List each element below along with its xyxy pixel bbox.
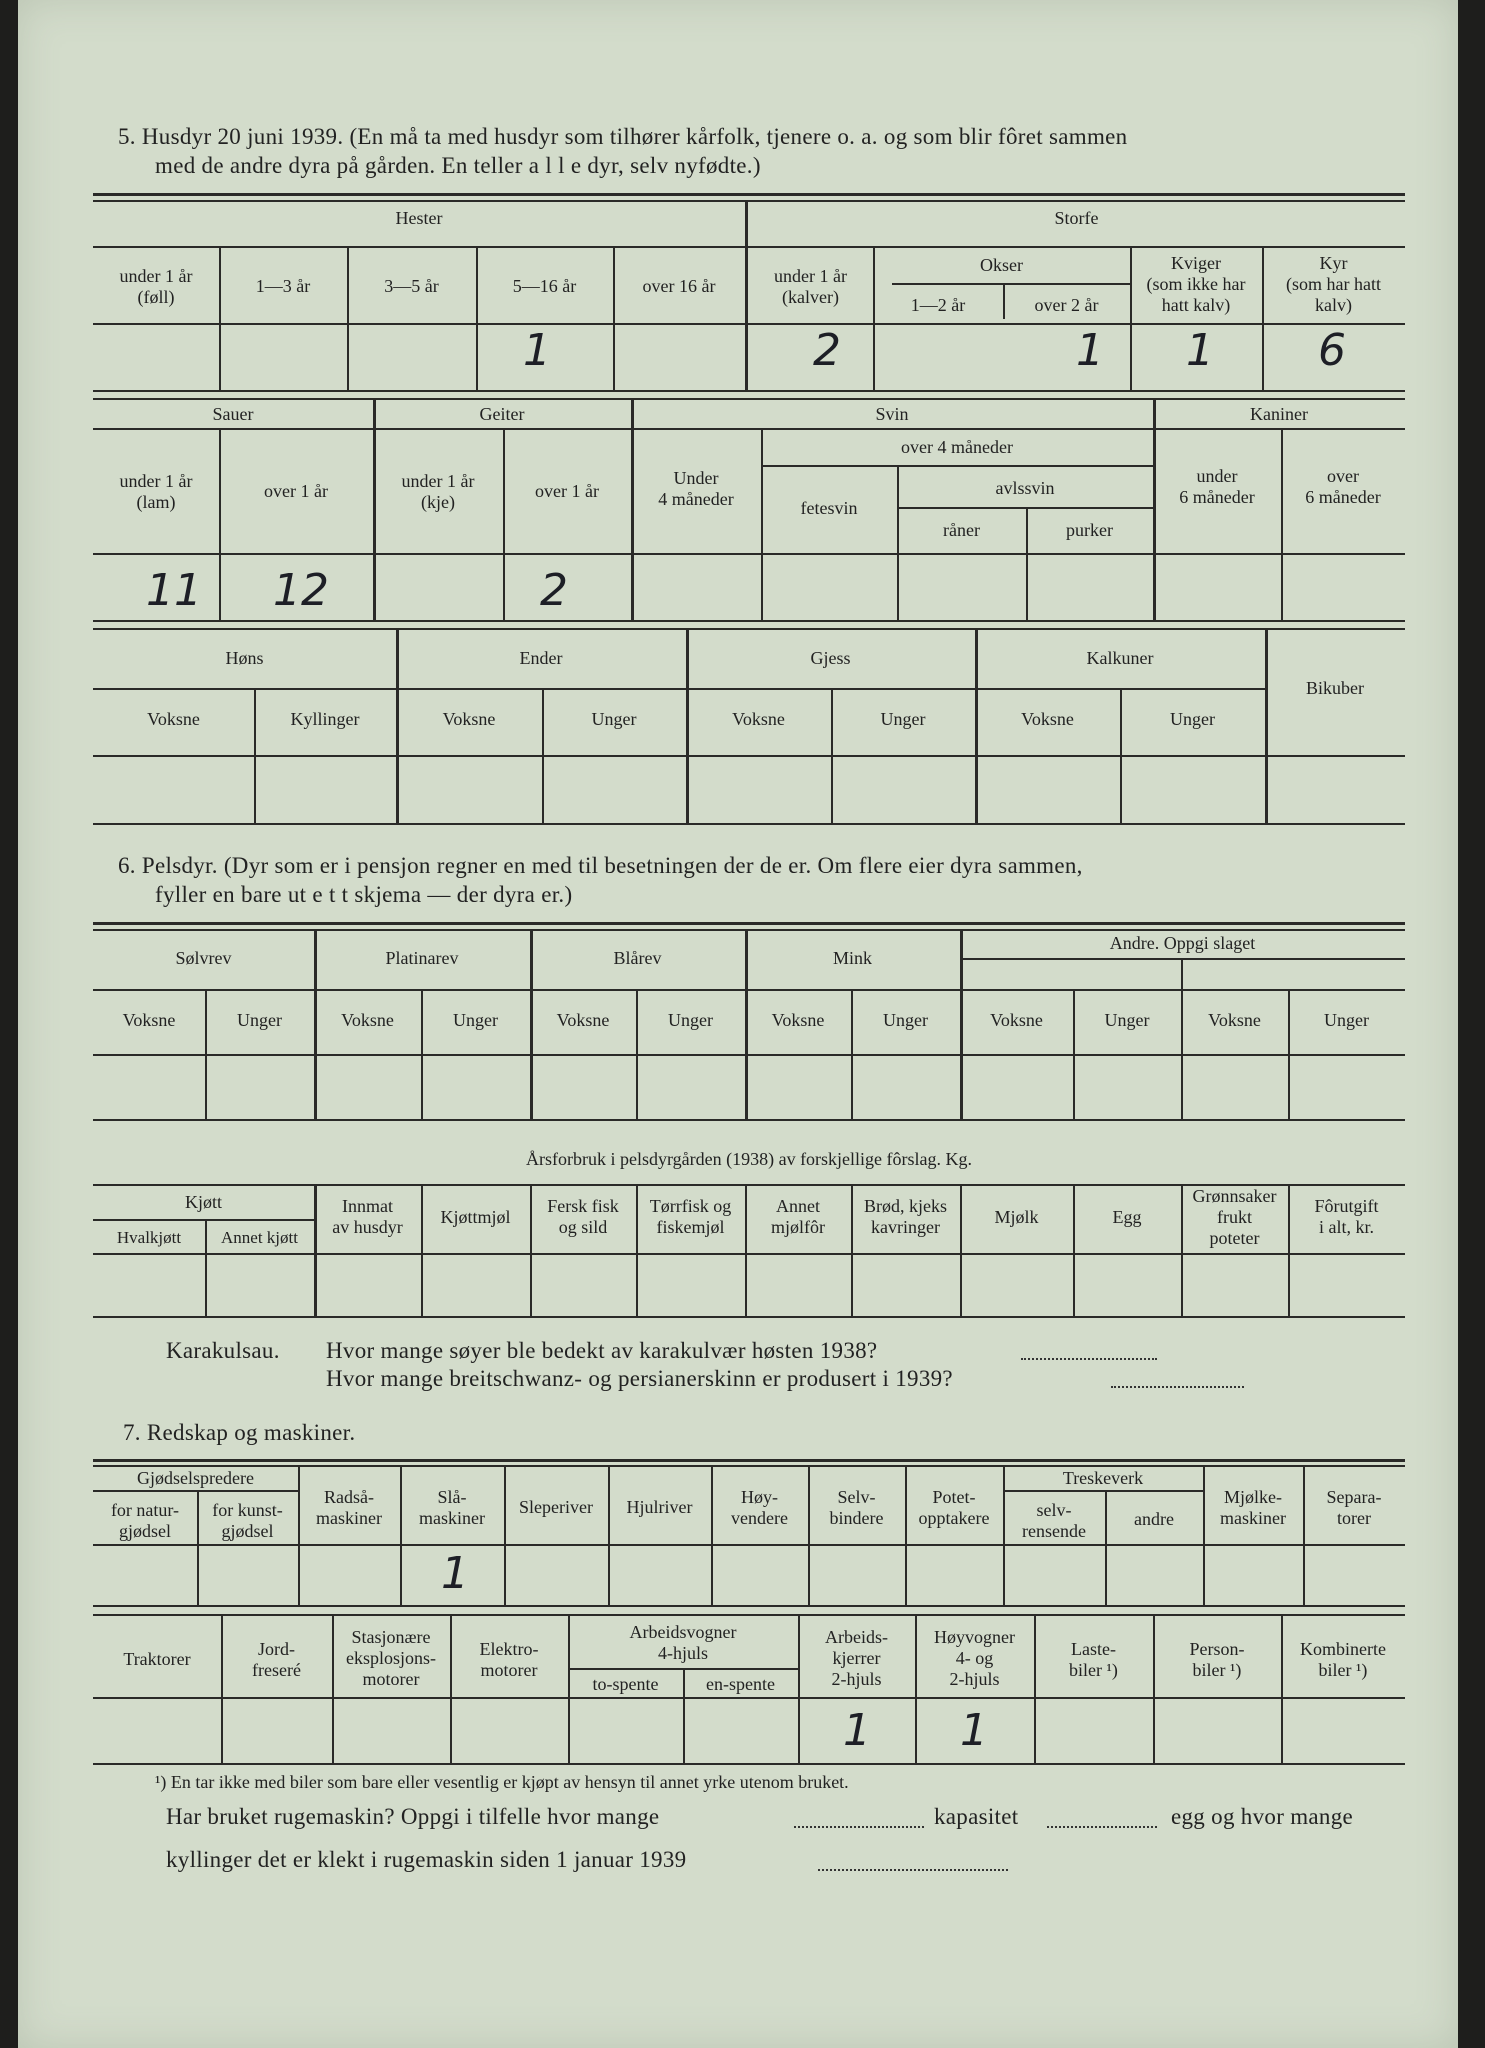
karakul-answer-2[interactable] (1111, 1386, 1244, 1388)
value-sauer-over1: 12 (273, 565, 329, 616)
hester-col-over16: over 16 år (642, 276, 716, 296)
section7-heading: 7. Redskap og maskiner. (123, 1420, 356, 1445)
mink-voksne: Voksne (771, 1010, 825, 1030)
kalkuner-label: Kalkuner (1086, 648, 1154, 668)
blarev-label: Blårev (613, 948, 662, 968)
storfe-col-kalver: under 1 år (kalver) (774, 266, 847, 307)
svin-label: Svin (875, 404, 909, 424)
footnote-biler: ¹) En tar ikke med biler som bare eller vesentlig er kjøpt av hensyn til annet yrke utenom bruket. (155, 1772, 849, 1792)
forslag-annet-mjolfor: Annet mjølfôr (771, 1196, 825, 1237)
col-jordfresere: Jord- freseré (252, 1639, 301, 1680)
okser-label: Okser (980, 255, 1023, 275)
kapasitet-answer[interactable] (1047, 1826, 1157, 1828)
arsforbruk-caption: Årsforbruk i pelsdyrgården (1938) av forskjellige fôrslag. Kg. (525, 1149, 973, 1169)
karakul-answer-1[interactable] (1021, 1358, 1157, 1360)
col-lastebiler: Laste- biler ¹) (1069, 1639, 1118, 1680)
svin-col-under4: Under 4 måneder (658, 468, 734, 509)
geiter-col-kje: under 1 år (kje) (401, 471, 475, 512)
mink-unger: Unger (883, 1010, 928, 1030)
mink-label: Mink (832, 948, 872, 968)
ender-label: Ender (519, 648, 563, 668)
value-geiter-over1: 2 (540, 565, 568, 616)
solvrev-label: Sølvrev (175, 948, 232, 968)
andre2-unger: Unger (1324, 1010, 1369, 1030)
col-hoyvogner: Høyvogner 4- og 2-hjuls (934, 1627, 1015, 1689)
arbeidsvogner-col-tospente: to-spente (592, 1674, 659, 1694)
col-separatorer: Separa- torer (1326, 1487, 1382, 1528)
svin-col-purker: purker (1066, 520, 1113, 540)
kalkuner-col-voksne: Voksne (1021, 709, 1074, 729)
rugemaskin-question: Har bruket rugemaskin? Oppgi i tilfelle hvor mange (166, 1804, 660, 1829)
value-lam: 11 (146, 565, 202, 616)
kaniner-col-under6: under 6 måneder (1179, 466, 1255, 507)
col-elektromotorer: Elektro- motorer (479, 1639, 539, 1680)
hester-col-3-5: 3—5 år (384, 276, 439, 296)
hester-col-5-16: 5—16 år (512, 276, 577, 296)
col-potetopptakere: Potet- opptakere (918, 1487, 990, 1528)
value-kalver: 2 (813, 325, 841, 376)
hester-col-foll: under 1 år (føll) (119, 266, 193, 307)
andre1-voksne: Voksne (990, 1010, 1043, 1030)
okser-col-1-2: 1—2 år (910, 295, 966, 315)
forslag-brod: Brød, kjeks kavringer (864, 1196, 947, 1237)
value-kviger: 1 (1186, 325, 1214, 376)
col-slamaskiner: Slå- maskiner (419, 1487, 485, 1528)
solvrev-voksne: Voksne (122, 1010, 176, 1030)
kyllinger-klekt-question: kyllinger det er klekt i rugemaskin siden 1 januar 1939 (166, 1847, 687, 1872)
gjess-col-unger: Unger (880, 709, 926, 729)
blarev-voksne: Voksne (556, 1010, 610, 1030)
gjess-col-voksne: Voksne (732, 709, 785, 729)
col-hoyvendere: Høy- vendere (731, 1487, 788, 1528)
storfe-col-kviger: Kviger (som ikke har hatt kalv) (1146, 253, 1246, 315)
treskeverk-label: Treskeverk (1062, 1468, 1144, 1488)
ender-col-unger: Unger (591, 709, 637, 729)
value-hoyvogner: 1 (960, 1705, 988, 1756)
value-arbeidskjerrer: 1 (843, 1705, 871, 1756)
andre1-unger: Unger (1104, 1010, 1150, 1030)
forslag-fersk-fisk: Fersk fisk og sild (547, 1196, 619, 1237)
bikuber-label: Bikuber (1306, 678, 1364, 698)
arbeidsvogner-label: Arbeidsvogner 4-hjuls (629, 1622, 737, 1663)
col-sleperiver: Sleperiver (519, 1497, 593, 1517)
hons-col-kyllinger: Kyllinger (290, 709, 360, 729)
kaniner-col-over6: over 6 måneder (1305, 466, 1381, 507)
karakul-question-2: Hvor mange breitschwanz- og persianerskinn er produsert i 1939? (326, 1366, 953, 1391)
treskeverk-col-selvrensende: selv- rensende (1022, 1500, 1086, 1541)
egg-label: egg og hvor mange (1171, 1804, 1354, 1829)
rugemaskin-antall-answer[interactable] (794, 1826, 924, 1828)
forslag-forutgift: Fôrutgift i alt, kr. (1314, 1196, 1379, 1237)
hons-label: Høns (225, 648, 264, 668)
geiter-col-over1: over 1 år (535, 481, 599, 501)
census-form-page (18, 0, 1458, 2048)
platinarev-voksne: Voksne (341, 1010, 394, 1030)
hons-col-voksne: Voksne (147, 709, 200, 729)
svin-over4-label: over 4 måneder (901, 437, 1013, 457)
gjodselspredere-label: Gjødselspredere (137, 1468, 254, 1488)
gjodsel-col-natur: for natur- gjødsel (110, 1500, 180, 1541)
arbeidsvogner-col-enspente: en-spente (706, 1674, 775, 1694)
storfe-col-kyr: Kyr (som har hatt kalv) (1286, 253, 1381, 315)
forslag-innmat: Innmat av husdyr (332, 1196, 403, 1237)
ender-col-voksne: Voksne (442, 709, 496, 729)
value-hester-5-16: 1 (523, 325, 551, 376)
col-mjolkemaskiner: Mjølke- maskiner (1220, 1487, 1286, 1528)
section5-heading-line2: med de andre dyra på gården. En teller a l l e dyr, selv nyfødte.) (155, 153, 761, 178)
platinarev-unger: Unger (453, 1010, 498, 1030)
kapasitet-label: kapasitet (934, 1804, 1019, 1829)
storfe-label: Storfe (1054, 208, 1099, 228)
kalkuner-col-unger: Unger (1170, 709, 1215, 729)
value-slamaskiner: 1 (441, 1548, 469, 1599)
kaniner-label: Kaniner (1250, 404, 1308, 424)
hester-col-1-3: 1—3 år (255, 276, 311, 296)
karakulsau-label: Karakulsau. (166, 1338, 280, 1363)
hester-label: Hester (395, 208, 443, 228)
value-kyr: 6 (1318, 325, 1346, 376)
col-radsamaskiner: Radså- maskiner (316, 1487, 382, 1528)
section5-heading-line1: 5. Husdyr 20 juni 1939. (En må ta med husdyr som tilhører kårfolk, tjenere o. a. og som blir fôret sammen (118, 124, 1128, 149)
kjott-col-hvalkjott: Hvalkjøtt (116, 1228, 182, 1247)
col-personbiler: Person- biler ¹) (1189, 1639, 1245, 1680)
kyllinger-klekt-answer[interactable] (818, 1869, 1008, 1871)
forslag-mjolk: Mjølk (994, 1207, 1039, 1227)
kjott-label: Kjøtt (184, 1192, 222, 1212)
forslag-gronnsaker: Grønnsaker frukt poteter (1192, 1186, 1277, 1248)
sauer-col-lam: under 1 år (lam) (119, 471, 193, 512)
treskeverk-col-andre: andre (1134, 1509, 1174, 1529)
svin-col-raner: råner (943, 520, 980, 540)
platinarev-label: Platinarev (385, 948, 459, 968)
sauer-label: Sauer (212, 404, 254, 424)
col-arbeidskjerrer: Arbeids- kjerrer 2-hjuls (825, 1627, 888, 1689)
forslag-kjottmjol: Kjøttmjøl (440, 1207, 511, 1227)
col-kombinerte-biler: Kombinerte biler ¹) (1300, 1639, 1386, 1680)
col-selvbindere: Selv- bindere (829, 1487, 884, 1528)
forslag-egg: Egg (1112, 1207, 1142, 1227)
svin-col-fetesvin: fetesvin (800, 498, 858, 518)
karakul-question-1: Hvor mange søyer ble bedekt av karakulvær høsten 1938? (326, 1338, 878, 1363)
okser-col-over2: over 2 år (1034, 295, 1099, 315)
forslag-torrfisk: Tørrfisk og fiskemjøl (649, 1196, 732, 1237)
svin-avlssvin-label: avlssvin (995, 478, 1055, 498)
col-stasjonaere-motorer: Stasjonære eksplosjons- motorer (346, 1627, 436, 1689)
andre2-voksne: Voksne (1208, 1010, 1261, 1030)
sauer-col-over1: over 1 år (264, 481, 328, 501)
col-traktorer: Traktorer (123, 1649, 191, 1669)
col-hjulriver: Hjulriver (626, 1497, 693, 1517)
blarev-unger: Unger (668, 1010, 713, 1030)
gjess-label: Gjess (810, 648, 851, 668)
geiter-label: Geiter (479, 404, 525, 424)
section6-heading-line1: 6. Pelsdyr. (Dyr som er i pensjon regner en med til besetningen der de er. Om flere eier dyra sammen, (118, 853, 1083, 878)
section6-heading-line2: fyller en bare ut e t t skjema — der dyra er.) (155, 882, 573, 907)
value-okser-over2: 1 (1076, 325, 1104, 376)
gjodsel-col-kunst: for kunst- gjødsel (212, 1500, 283, 1541)
solvrev-unger: Unger (237, 1010, 282, 1030)
kjott-col-annet: Annet kjøtt (221, 1228, 298, 1247)
andre-label: Andre. Oppgi slaget (1109, 933, 1256, 953)
